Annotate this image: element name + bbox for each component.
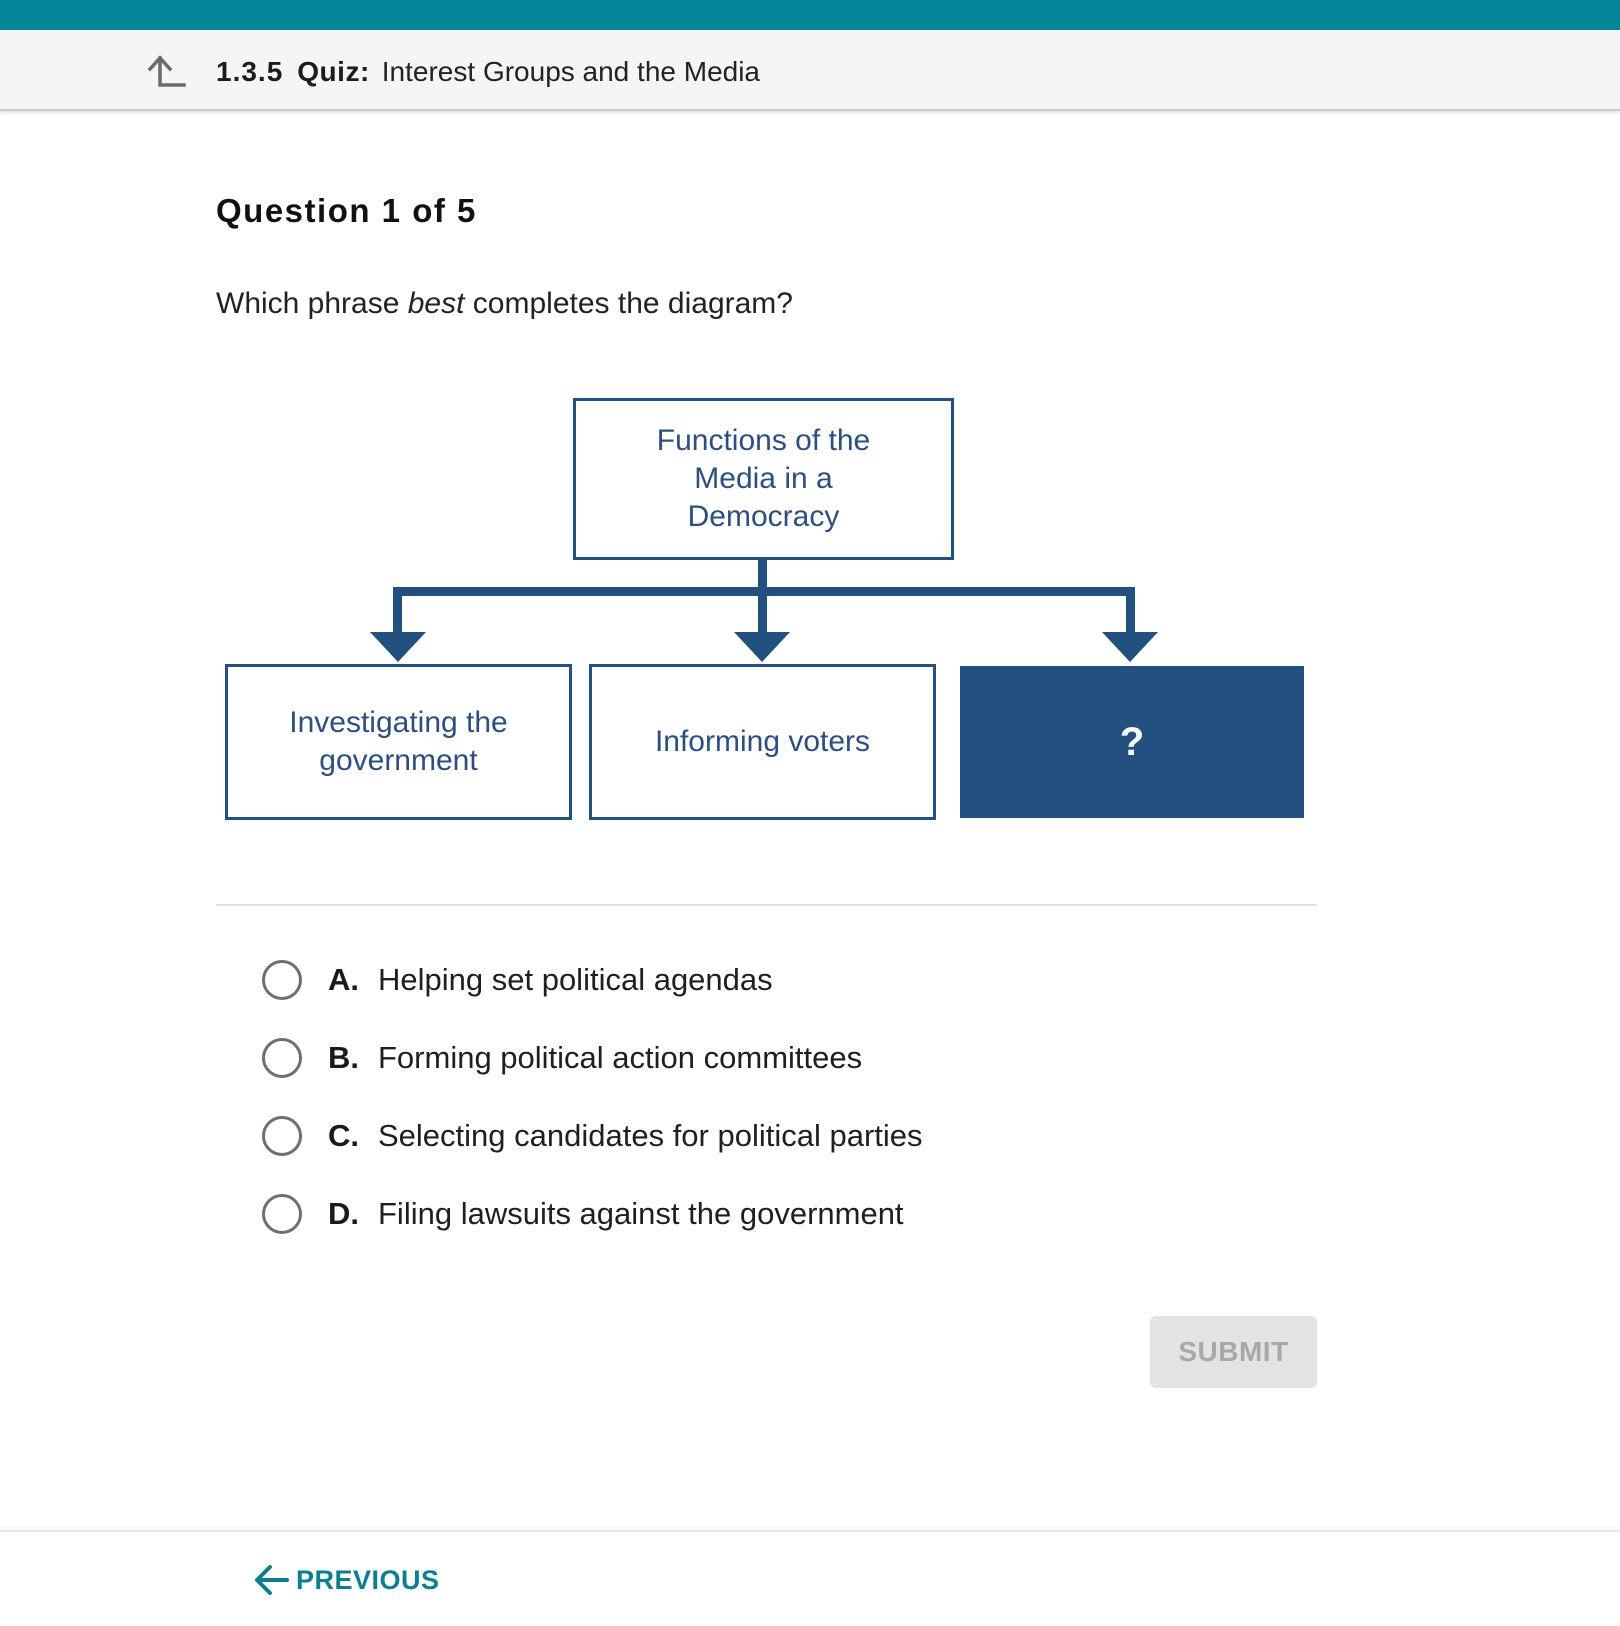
option-b-letter: B. — [328, 1040, 359, 1075]
option-d-text: Filing lawsuits against the government — [378, 1196, 904, 1231]
option-c[interactable] — [262, 1106, 1262, 1166]
arrowhead-middle — [734, 632, 790, 662]
top-accent-bar — [0, 0, 1620, 30]
option-c-text: Selecting candidates for political parties — [378, 1118, 923, 1153]
arrowhead-left — [370, 632, 426, 662]
question-heading: Question 1 of 5 — [216, 192, 477, 229]
question-prompt — [216, 287, 793, 321]
root-line-2: Media in a — [694, 462, 833, 495]
connector-horizontal — [393, 587, 1135, 596]
quiz-name: Interest Groups and the Media — [381, 56, 760, 87]
option-b-text: Forming political action committees — [378, 1040, 863, 1075]
option-d-letter: D. — [328, 1196, 359, 1231]
radio-d[interactable] — [262, 1194, 302, 1234]
arrow-left-icon — [254, 1564, 290, 1596]
child-2-line-1: Informing voters — [654, 725, 871, 758]
prompt-text-end: completes the diagram? — [464, 287, 793, 320]
diagram-child-unknown — [960, 666, 1304, 818]
back-up-arrow-icon[interactable] — [146, 54, 186, 90]
option-a[interactable] — [262, 950, 1262, 1010]
option-a-letter: A. — [328, 962, 359, 997]
root-line-3: Democracy — [687, 500, 840, 533]
footer-divider — [0, 1530, 1620, 1532]
quiz-kind-label: Quiz: — [297, 56, 370, 87]
section-number: 1.3.5 — [216, 56, 284, 87]
previous-label: PREVIOUS — [296, 1564, 440, 1595]
quiz-header — [0, 30, 1620, 111]
connector-middle-drop — [758, 587, 767, 632]
option-a-text: Helping set political agendas — [378, 962, 773, 997]
root-line-1: Functions of the — [656, 424, 871, 457]
radio-a[interactable] — [262, 960, 302, 1000]
previous-button[interactable] — [254, 1560, 440, 1600]
quiz-title — [216, 54, 760, 90]
option-b[interactable] — [262, 1028, 1262, 1088]
child-3-line-1: ? — [1119, 720, 1145, 764]
content-divider — [216, 904, 1317, 906]
child-1-line-1: Investigating the — [289, 706, 508, 739]
connector-left-drop — [393, 587, 402, 632]
option-d[interactable] — [262, 1184, 1262, 1244]
diagram-child-investigating — [225, 664, 572, 820]
option-c-letter: C. — [328, 1118, 359, 1153]
arrowhead-right — [1102, 632, 1158, 662]
diagram-root-box — [573, 398, 954, 560]
child-1-line-2: government — [319, 744, 478, 777]
prompt-text-start: Which phrase — [216, 287, 408, 320]
connector-stem — [758, 558, 767, 594]
prompt-emphasis: best — [407, 287, 465, 320]
diagram-child-informing — [589, 664, 936, 820]
radio-b[interactable] — [262, 1038, 302, 1078]
connector-right-drop — [1126, 587, 1135, 632]
radio-c[interactable] — [262, 1116, 302, 1156]
submit-button[interactable]: SUBMIT — [1150, 1316, 1317, 1388]
